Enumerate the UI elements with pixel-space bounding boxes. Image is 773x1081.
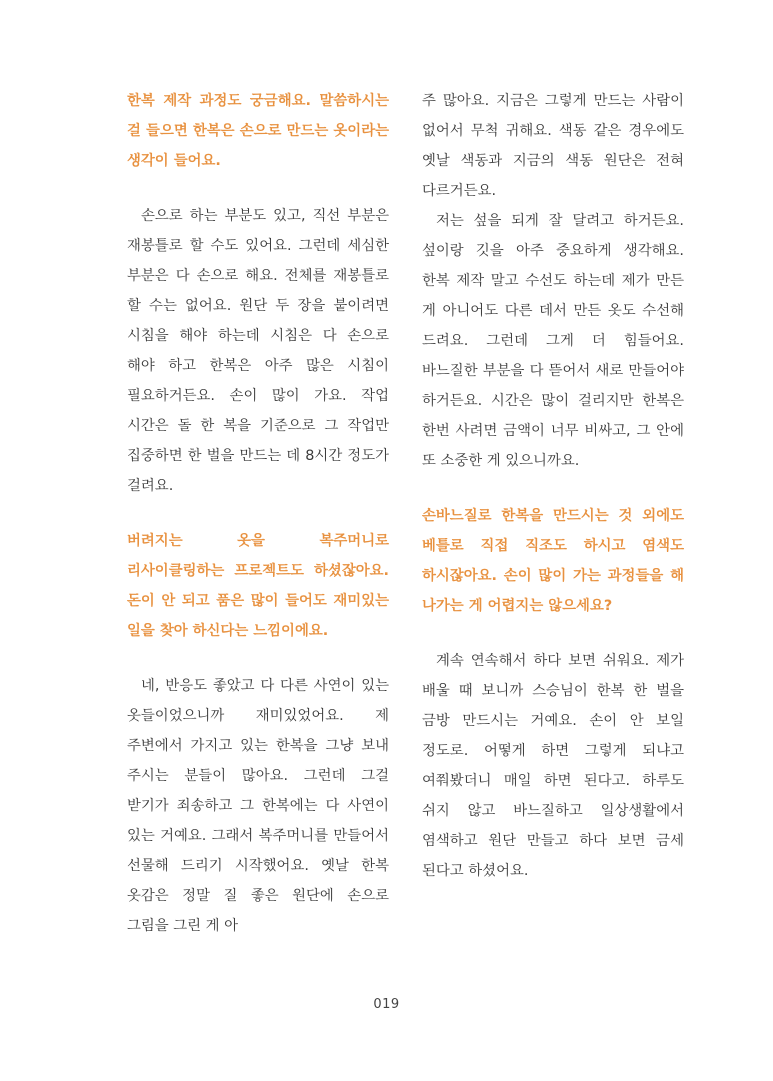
spacer — [422, 476, 684, 501]
spacer — [422, 621, 684, 646]
page-number: 019 — [373, 997, 400, 1012]
left-column — [127, 86, 389, 941]
right-column — [422, 86, 684, 886]
interview-answer-2: 네, 반응도 좋았고 다 다른 사연이 있는 옷들이었으니까 재미있었어요. 제 주변에서 가지고 있는 한복을 그냥 보내 주시는 분들이 많아요. 그런데 그걸 받기가 죄송하고 그 한복에는 다 사연이 있는 거예요. 그래서 복주머니를 만들어서 선물해 드리기 시작했어요. 옛날 한복 옷감은 정말 질 좋은 원단에 손으로 그림을 그린 게 아 — [127, 678, 389, 934]
interview-answer-2-continued: 주 많아요. 지금은 그렇게 만드는 사람이 없어서 무척 귀해요. 색동 같은 경우에도 옛날 색동과 지금의 색동 원단은 전혀 다르거든요. — [422, 93, 684, 199]
interview-answer-3: 계속 연속해서 하다 보면 쉬워요. 제가 배울 때 보니까 스승님이 한복 한 벌을 금방 만드시는 거예요. 손이 안 보일 정도로. 어떻게 하면 그렇게 되냐고 여쭤봤더니 매일 하면 된다고. 하루도 쉬지 않고 바느질하고 일상생활에서 염색하고 원단 만들고 하다 보면 금세 된다고 하셨어요. — [422, 653, 684, 879]
interview-question-3: 손바느질로 한복을 만드시는 것 외에도 베틀로 직접 직조도 하시고 염색도 하시잖아요. 손이 많이 가는 과정들을 해 나가는 게 어렵지는 않으세요? — [422, 508, 684, 614]
spacer — [127, 176, 389, 201]
interview-answer-2-paragraph: 저는 섶을 되게 잘 달려고 하거든요. 섶이랑 깃을 아주 중요하게 생각해요. 한복 제작 말고 수선도 하는데 제가 만든 게 아니어도 다른 데서 만든 옷도 수선해 드려요. 그런데 그게 더 힘들어요. 바느질한 부분을 다 뜯어서 새로 만들어야 하거든요. 시간은 많이 걸리지만 한복은 한번 사려면 금액이 너무 비싸고, 그 안에 또 소중한 게 있으니까요. — [422, 213, 684, 469]
spacer — [127, 501, 389, 526]
interview-question-1: 한복 제작 과정도 궁금해요. 말씀하시는 걸 들으면 한복은 손으로 만드는 옷이라는 생각이 들어요. — [127, 93, 389, 169]
spacer — [127, 646, 389, 671]
interview-question-2: 버려지는 옷을 복주머니로 리사이클링하는 프로젝트도 하셨잖아요. 돈이 안 되고 품은 많이 들어도 재미있는 일을 찾아 하신다는 느낌이에요. — [127, 533, 389, 639]
interview-answer-1: 손으로 하는 부분도 있고, 직선 부분은 재봉틀로 할 수도 있어요. 그런데 세심한 부분은 다 손으로 해요. 전체를 재봉틀로 할 수는 없어요. 원단 두 장을 붙이려면 시침을 해야 하는데 시침은 다 손으로 해야 하고 한복은 아주 많은 시침이 필요하거든요. 손이 많이 가요. 작업 시간은 돌 한 복을 기준으로 그 작업만 집중하면 한 벌을 만드는 데 8시간 정도가 걸려요. — [127, 208, 389, 494]
